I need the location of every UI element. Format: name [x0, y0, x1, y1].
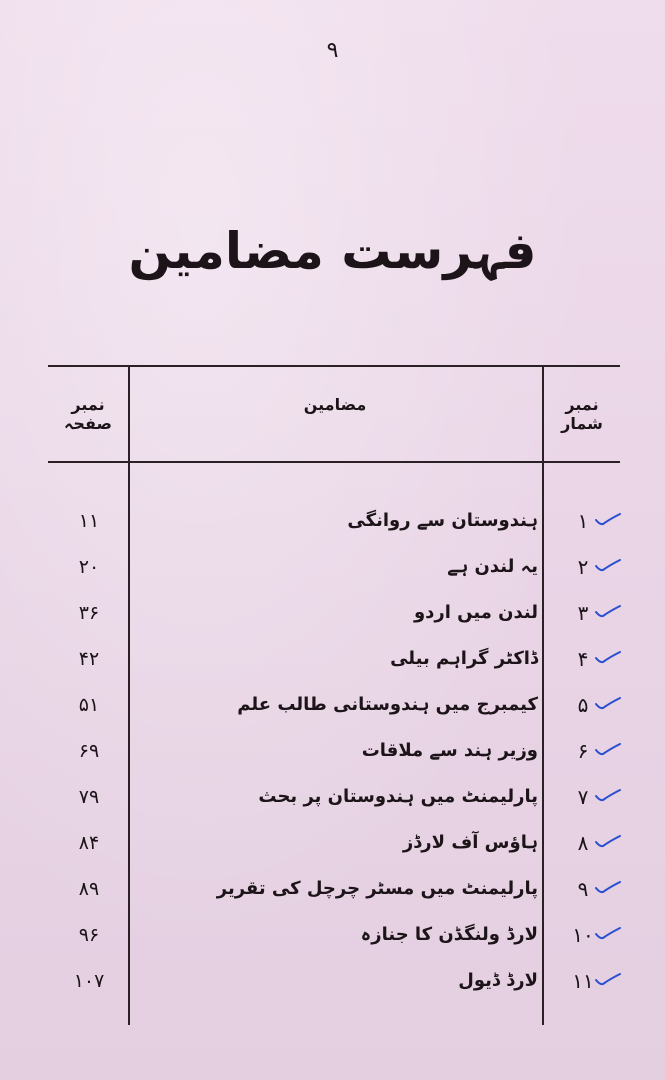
- checkmark-icon: [594, 695, 622, 711]
- checkmark-icon: [594, 833, 622, 849]
- row-page-number: ۳۶: [78, 602, 100, 624]
- header-page: نمبر صفحہ: [64, 395, 112, 433]
- header-serial: نمبر شمار: [561, 395, 603, 433]
- page-title: فہرست مضامین: [128, 222, 537, 280]
- row-serial: ۳: [577, 601, 589, 625]
- contents-table: [48, 365, 620, 1025]
- page-number: ۹: [326, 38, 339, 63]
- table-top-rule: [48, 365, 620, 367]
- table-row: [48, 641, 620, 677]
- row-topic: لارڈ ڈیول: [458, 970, 538, 991]
- row-page-number: ۹۶: [78, 924, 100, 946]
- row-page-number: ۱۰۷: [73, 970, 105, 992]
- row-serial: ۶: [577, 739, 589, 763]
- row-page-number: ۸۴: [78, 832, 100, 854]
- row-topic: یہ لندن ہے: [447, 556, 538, 577]
- row-serial: ۵: [577, 693, 589, 717]
- row-serial: ۷: [577, 785, 589, 809]
- checkmark-icon: [594, 925, 622, 941]
- row-serial: ۱۱: [572, 969, 594, 993]
- checkmark-icon: [594, 557, 622, 573]
- checkmark-icon: [594, 741, 622, 757]
- row-serial: ۸: [577, 831, 589, 855]
- table-row: [48, 963, 620, 999]
- checkmark-icon: [594, 649, 622, 665]
- row-topic: لندن میں اردو: [413, 602, 538, 623]
- row-serial: ۴: [577, 647, 589, 671]
- row-topic: پارلیمنٹ میں مسٹر چرچل کی تقریر: [216, 878, 538, 899]
- row-page-number: ۱۱: [78, 510, 100, 532]
- row-topic: وزیر ہند سے ملاقات: [361, 740, 538, 761]
- checkmark-icon: [594, 971, 622, 987]
- checkmark-icon: [594, 879, 622, 895]
- row-page-number: ۸۹: [78, 878, 100, 900]
- table-row: [48, 733, 620, 769]
- row-serial: ۱: [577, 509, 589, 533]
- row-serial: ۲: [577, 555, 589, 579]
- row-page-number: ۲۰: [78, 556, 100, 578]
- table-row: [48, 549, 620, 585]
- table-row: [48, 779, 620, 815]
- table-row: [48, 825, 620, 861]
- row-page-number: ۷۹: [78, 786, 100, 808]
- table-header-rule: [48, 461, 620, 463]
- row-topic: لارڈ ولنگڈن کا جنازہ: [360, 924, 538, 945]
- table-row: [48, 595, 620, 631]
- row-topic: ہاؤس آف لارڈز: [402, 832, 538, 853]
- table-row: [48, 687, 620, 723]
- checkmark-icon: [594, 511, 622, 527]
- row-topic: ڈاکٹر گراہم بیلی: [390, 648, 538, 669]
- row-topic: پارلیمنٹ میں ہندوستان پر بحث: [258, 786, 538, 807]
- table-row: [48, 503, 620, 539]
- row-serial: ۱۰: [572, 923, 594, 947]
- row-page-number: ۶۹: [78, 740, 100, 762]
- row-topic: ہندوستان سے روانگی: [347, 510, 538, 531]
- row-serial: ۹: [577, 877, 589, 901]
- table-row: [48, 871, 620, 907]
- row-page-number: ۵۱: [78, 694, 100, 716]
- table-row: [48, 917, 620, 953]
- row-page-number: ۴۲: [78, 648, 100, 670]
- row-topic: کیمبرج میں ہندوستانی طالب علم: [237, 694, 538, 715]
- header-topic: مضامین: [303, 395, 367, 414]
- checkmark-icon: [594, 603, 622, 619]
- checkmark-icon: [594, 787, 622, 803]
